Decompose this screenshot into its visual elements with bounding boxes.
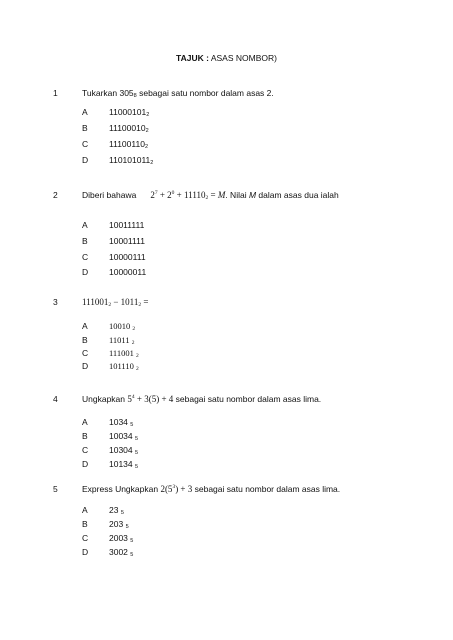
q5-option-c-value — [109, 533, 133, 544]
q3-d-base: 2 — [136, 366, 139, 372]
q3-b-base: 2 — [131, 340, 135, 346]
q4-a-digits: 1034 — [109, 417, 128, 427]
q1-option-c-value — [109, 139, 148, 150]
q5-option-b-letter: B — [82, 519, 88, 529]
q3-option-b-letter: B — [82, 335, 88, 345]
q1-b-digits: 11100010 — [109, 123, 146, 133]
q5-d-digits: 3002 — [109, 547, 128, 557]
q5-a-digits: 23 — [109, 505, 119, 515]
question-1-number: 1 — [53, 88, 58, 98]
q2-expr-m: M — [217, 190, 226, 200]
question-5-text — [82, 484, 340, 494]
q4-d-digits: 10134 — [109, 459, 133, 469]
q1-a-digits: 11000101 — [109, 107, 147, 117]
q3-expr-c: = — [141, 297, 149, 307]
q1-option-d-letter: D — [82, 155, 89, 165]
q5-option-d-value — [109, 547, 133, 558]
q4-option-c-value — [109, 445, 138, 456]
q2-text-c: dalam asas dua ialah — [256, 190, 339, 200]
q2-text-m: M — [248, 190, 257, 200]
q4-option-d-letter: D — [82, 459, 89, 469]
question-4-number: 4 — [53, 394, 58, 404]
q5-option-a-letter: A — [82, 505, 88, 515]
q5-text-a: Express Ungkapkan — [82, 484, 161, 494]
q3-a-base: 2 — [132, 326, 136, 332]
q5-c-base: 5 — [130, 538, 134, 544]
q4-b-base: 5 — [135, 436, 139, 442]
q4-option-d-value — [109, 459, 138, 470]
q1-b-base: 2 — [145, 128, 149, 134]
q3-c-digits: 111001 — [109, 348, 134, 358]
q3-option-c-value — [109, 348, 139, 359]
q3-option-a-value — [109, 321, 135, 332]
q3-b-digits: 11011 — [109, 335, 130, 345]
q2-option-a-letter: A — [82, 220, 88, 230]
q2-text-a: Diberi bahawa — [82, 190, 137, 200]
q2-option-d-letter: D — [82, 267, 89, 277]
q2-exp-2: 0 — [171, 190, 175, 196]
q3-option-d-value — [109, 361, 139, 372]
q4-c-base: 5 — [135, 450, 139, 456]
q5-option-d-letter: D — [82, 547, 89, 557]
q5-option-a-value — [109, 505, 124, 516]
question-3-number: 3 — [53, 297, 58, 307]
q2-option-b-value: 10001111 — [109, 236, 145, 246]
q1-text-b: sebagai satu nombor dalam asas 2. — [136, 88, 274, 98]
q4-d-base: 5 — [135, 464, 139, 470]
q3-expr-b: − 1011 — [111, 297, 139, 307]
q1-option-b-value — [109, 123, 149, 134]
q2-expr-1: 2 — [150, 190, 155, 200]
q5-option-b-value — [109, 519, 129, 530]
q4-b-digits: 10034 — [109, 431, 133, 441]
q5-d-base: 5 — [130, 552, 134, 558]
q4-exp-a: 4 — [131, 394, 135, 400]
q2-expression — [150, 190, 225, 200]
q4-c-digits: 10304 — [109, 445, 133, 455]
q1-d-base: 2 — [150, 160, 154, 166]
q3-a-digits: 10010 — [109, 321, 131, 331]
q3-sub-a: 2 — [108, 302, 112, 308]
q3-option-c-letter: C — [82, 348, 89, 358]
q4-option-c-letter: C — [82, 445, 89, 455]
question-2-number: 2 — [53, 190, 58, 200]
q2-exp-1: 7 — [154, 190, 158, 196]
question-2-text — [82, 190, 339, 201]
q2-text-b: . Nilai — [225, 190, 249, 200]
q1-c-digits: 11100110 — [109, 139, 145, 149]
q5-expr-a: 2(5 — [160, 484, 173, 494]
q4-option-a-letter: A — [82, 417, 88, 427]
page-title — [0, 53, 453, 63]
q1-text-a: Tukarkan 305 — [82, 88, 134, 98]
q3-c-base: 2 — [136, 353, 139, 359]
q5-b-digits: 203 — [109, 519, 124, 529]
q2-option-c-letter: C — [82, 252, 89, 262]
q4-expr-b: + 3(5) + 4 — [134, 394, 174, 404]
q1-option-d-value — [109, 155, 153, 166]
q1-option-b-letter: B — [82, 123, 88, 133]
q2-option-d-value: 10000011 — [109, 267, 147, 277]
q1-option-c-letter: C — [82, 139, 89, 149]
q2-expr-3: + 11110 — [174, 190, 206, 200]
q5-exp-a: 3 — [172, 484, 176, 490]
q1-option-a-letter: A — [82, 107, 88, 117]
q4-option-b-letter: B — [82, 431, 88, 441]
q5-c-digits: 2003 — [109, 533, 128, 543]
q4-a-base: 5 — [130, 422, 134, 428]
title-bold: TAJUK : — [176, 53, 209, 63]
q4-expr-a: 5 — [127, 394, 132, 404]
q5-a-base: 5 — [120, 510, 124, 516]
q1-c-base: 2 — [144, 144, 148, 150]
question-1-text — [82, 88, 274, 99]
question-3-expression — [82, 297, 148, 308]
q4-expression — [127, 394, 173, 404]
question-5-number: 5 — [53, 484, 58, 494]
q4-text-b: sebagai satu nombor dalam asas lima. — [173, 394, 322, 404]
q4-option-b-value — [109, 431, 138, 442]
q1-d-digits: 110101011 — [109, 155, 151, 165]
q1-a-base: 2 — [146, 112, 150, 118]
q2-option-a-value: 10011111 — [109, 220, 145, 230]
q2-expr-4: = — [208, 190, 218, 200]
q1-text-sub: 8 — [133, 93, 137, 99]
q3-option-a-letter: A — [82, 321, 88, 331]
q5-text-b: sebagai satu nombor dalam asas lima. — [192, 484, 341, 494]
title-rest: ASAS NOMBOR) — [208, 53, 277, 63]
q3-sub-b: 2 — [138, 302, 142, 308]
q4-option-a-value — [109, 417, 133, 428]
q2-expr-sub: 2 — [205, 195, 209, 201]
q3-d-digits: 101110 — [109, 361, 134, 371]
q2-option-b-letter: B — [82, 236, 88, 246]
q3-option-d-letter: D — [82, 361, 89, 371]
q1-option-a-value — [109, 107, 149, 118]
q4-text-a: Ungkapkan — [82, 394, 128, 404]
q3-option-b-value — [109, 335, 135, 346]
q2-expr-2: + 2 — [157, 190, 172, 200]
question-4-text — [82, 394, 321, 404]
q5-b-base: 5 — [125, 524, 129, 530]
q5-option-c-letter: C — [82, 533, 89, 543]
q5-expression — [160, 484, 192, 494]
q3-expr-a: 111001 — [82, 297, 109, 307]
q5-expr-b: ) + 3 — [175, 484, 193, 494]
q2-option-c-value: 10000111 — [109, 252, 146, 262]
